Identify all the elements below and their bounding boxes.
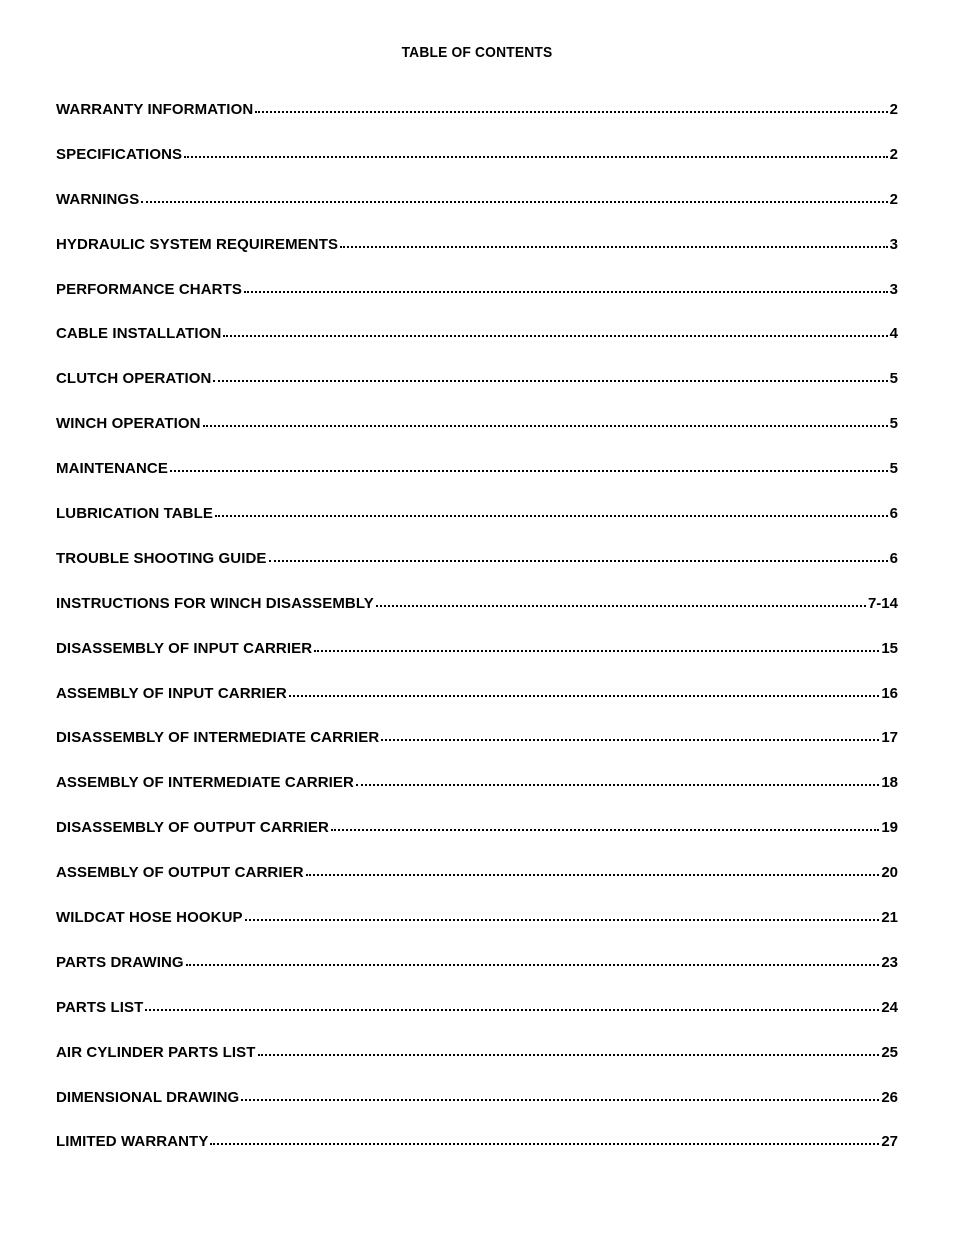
toc-entry[interactable] [56, 951, 898, 996]
toc-entry-label: WINCH OPERATION [56, 415, 201, 433]
dot-leader [331, 816, 879, 832]
toc-entry-page: 19 [881, 819, 898, 837]
dot-leader [244, 278, 888, 294]
toc-entry[interactable] [56, 682, 898, 727]
dot-leader [223, 322, 887, 338]
toc-entry-page: 5 [889, 460, 898, 478]
toc-entry[interactable] [56, 367, 898, 412]
toc-entry-label: PARTS LIST [56, 998, 144, 1016]
toc-entry[interactable] [56, 457, 898, 502]
toc-entry[interactable] [56, 906, 898, 951]
toc-entry[interactable] [56, 726, 898, 771]
toc-entry[interactable] [56, 278, 898, 323]
toc-entry-page: 4 [889, 325, 898, 343]
dot-leader [255, 98, 887, 114]
dot-leader [258, 1041, 880, 1057]
toc-entry-label: CLUTCH OPERATION [56, 370, 212, 388]
toc-entry[interactable] [56, 143, 898, 188]
toc-entry-page: 21 [881, 909, 898, 927]
dot-leader [314, 637, 879, 653]
toc-entry[interactable] [56, 637, 898, 682]
dot-leader [210, 1130, 879, 1146]
toc-entry-label: HYDRAULIC SYSTEM REQUIREMENTS [56, 235, 339, 253]
toc-entry-label: SPECIFICATIONS [56, 145, 183, 163]
toc-entry[interactable] [56, 322, 898, 367]
dot-leader [186, 951, 880, 967]
toc-entry-label: DISASSEMBLY OF INPUT CARRIER [56, 639, 313, 657]
toc-entry-page: 20 [881, 864, 898, 882]
toc-entry-page: 15 [881, 639, 898, 657]
toc-entry[interactable] [56, 188, 898, 233]
toc-entry[interactable] [56, 412, 898, 457]
dot-leader [141, 188, 887, 204]
toc-entry-page: 7-14 [867, 594, 898, 612]
toc-entry-label: ASSEMBLY OF INPUT CARRIER [56, 684, 287, 702]
dot-leader [215, 502, 888, 518]
toc-entry-label: PERFORMANCE CHARTS [56, 280, 242, 298]
toc-entry-page: 6 [889, 505, 898, 523]
dot-leader [170, 457, 888, 473]
toc-entry[interactable] [56, 996, 898, 1041]
toc-entry[interactable] [56, 233, 898, 278]
dot-leader [203, 412, 888, 428]
dot-leader [376, 592, 866, 608]
dot-leader [184, 143, 888, 159]
toc-entry-page: 3 [889, 235, 898, 253]
toc-entry-label: TROUBLE SHOOTING GUIDE [56, 549, 267, 567]
toc-entry-label: ASSEMBLY OF INTERMEDIATE CARRIER [56, 774, 354, 792]
toc-entry-label: CABLE INSTALLATION [56, 325, 222, 343]
toc-entry[interactable] [56, 547, 898, 592]
toc-entry[interactable] [56, 861, 898, 906]
toc-entry-label: LUBRICATION TABLE [56, 505, 213, 523]
dot-leader [289, 682, 879, 698]
toc-entry-page: 2 [889, 101, 898, 118]
dot-leader [241, 1086, 879, 1102]
toc-entry-page: 2 [889, 190, 898, 208]
toc-entry-label: DIMENSIONAL DRAWING [56, 1088, 240, 1106]
toc-entry-label: WARRANTY INFORMATION [56, 101, 254, 118]
toc-entry-page: 5 [889, 415, 898, 433]
toc-entry[interactable] [56, 592, 898, 637]
toc-entry-label: DISASSEMBLY OF INTERMEDIATE CARRIER [56, 729, 380, 747]
toc-entry-page: 24 [881, 998, 898, 1016]
toc-entry-label: LIMITED WARRANTY [56, 1133, 209, 1151]
toc-entry-page: 25 [881, 1043, 898, 1061]
toc-entry[interactable] [56, 98, 898, 143]
toc-entry-page: 26 [881, 1088, 898, 1106]
toc-entry-page: 17 [881, 729, 898, 747]
toc-entry-label: AIR CYLINDER PARTS LIST [56, 1043, 256, 1061]
dot-leader [245, 906, 880, 922]
toc-entry-label: WARNINGS [56, 190, 140, 208]
dot-leader [213, 367, 887, 383]
toc-entry-label: PARTS DRAWING [56, 953, 184, 971]
page-title: TABLE OF CONTENTS [401, 44, 553, 61]
dot-leader [340, 233, 888, 249]
toc-entry[interactable] [56, 816, 898, 861]
toc-entry[interactable] [56, 771, 898, 816]
toc-entry-label: INSTRUCTIONS FOR WINCH DISASSEMBLY [56, 594, 374, 612]
toc-entry-page: 2 [889, 145, 898, 163]
toc-entry-page: 23 [881, 953, 898, 971]
dot-leader [145, 996, 879, 1012]
toc-entry-page: 6 [889, 549, 898, 567]
toc-entry[interactable] [56, 1130, 898, 1175]
toc-entry-page: 18 [881, 774, 898, 792]
toc-entry[interactable] [56, 1041, 898, 1086]
toc-entry-label: DISASSEMBLY OF OUTPUT CARRIER [56, 819, 329, 837]
dot-leader [269, 547, 888, 563]
dot-leader [306, 861, 880, 877]
toc-entry-page: 3 [889, 280, 898, 298]
toc-entry-label: WILDCAT HOSE HOOKUP [56, 909, 243, 927]
toc-entry-page: 16 [881, 684, 898, 702]
toc-entry-label: MAINTENANCE [56, 460, 168, 478]
toc-entry-page: 5 [889, 370, 898, 388]
toc-entry[interactable] [56, 1086, 898, 1131]
dot-leader [356, 771, 879, 787]
dot-leader [381, 726, 879, 742]
toc-entry[interactable] [56, 502, 898, 547]
toc-entry-label: ASSEMBLY OF OUTPUT CARRIER [56, 864, 304, 882]
table-of-contents [56, 98, 898, 1175]
toc-entry-page: 27 [881, 1133, 898, 1151]
